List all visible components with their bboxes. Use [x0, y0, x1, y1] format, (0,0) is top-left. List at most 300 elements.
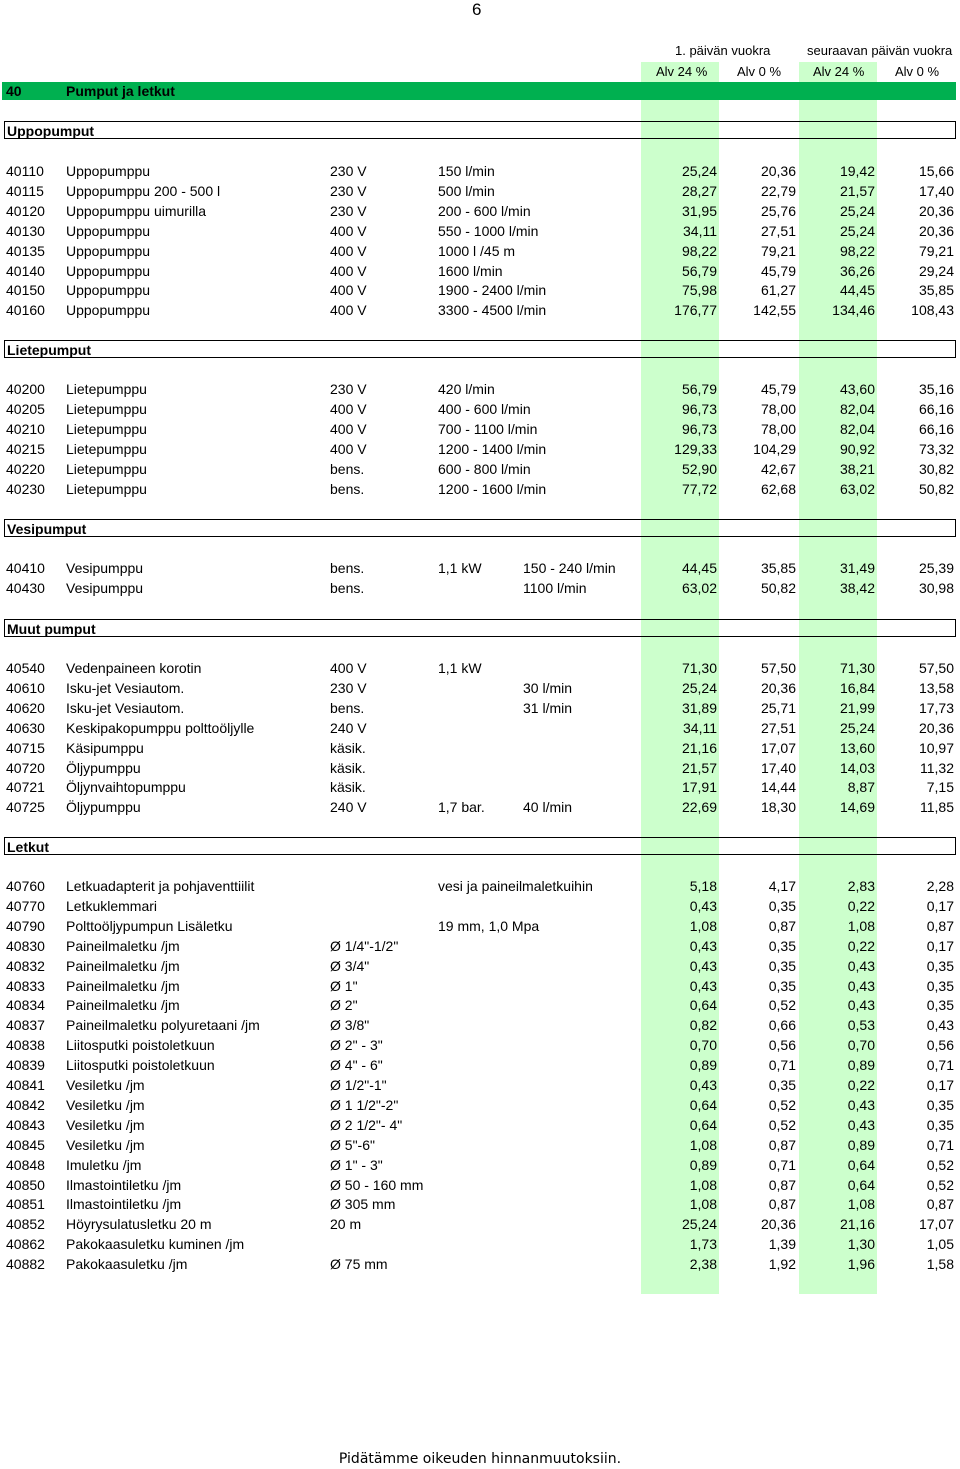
price-cell: 77,72 [681, 480, 717, 497]
price-cell: 30,98 [918, 579, 954, 596]
price-cell: 0,52 [768, 1116, 796, 1133]
price-cell: 0,82 [689, 1017, 717, 1034]
price-cell: 1,08 [689, 1196, 717, 1213]
price-cell: 5,18 [689, 878, 717, 894]
price-cell: 1,30 [847, 1236, 875, 1253]
price-cell: 0,35 [926, 997, 954, 1014]
item-power: 230 V [330, 679, 367, 696]
price-cell: 71,30 [681, 660, 717, 676]
item-code: 40215 [6, 440, 45, 457]
item-code: 40832 [6, 957, 45, 974]
price-cell: 0,43 [847, 957, 875, 974]
price-cell: 25,24 [681, 679, 717, 696]
table-row [0, 181, 960, 201]
price-cell: 56,79 [681, 262, 717, 279]
table-row [0, 1015, 960, 1035]
price-cell: 21,16 [839, 1216, 875, 1233]
item-code: 40120 [6, 202, 45, 219]
item-name: Lietepumppu [66, 440, 147, 457]
price-cell: 4,17 [768, 878, 796, 894]
item-power: 230 V [330, 163, 367, 179]
price-cell: 19,42 [839, 163, 875, 179]
item-name: Uppopumppu [66, 222, 151, 239]
item-capacity: 600 - 800 l/min [438, 460, 531, 477]
price-cell: 0,87 [768, 1176, 796, 1193]
item-power: bens. [330, 560, 365, 576]
table-row [0, 1234, 960, 1254]
item-power: Ø 2" [330, 997, 358, 1014]
item-code: 40620 [6, 699, 45, 716]
item-name: Vesipumppu [66, 560, 144, 576]
item-name: Ilmastointiletku /jm [66, 1176, 182, 1193]
price-cell: 0,87 [768, 1196, 796, 1213]
item-code: 40721 [6, 779, 45, 796]
price-cell: 129,33 [674, 440, 717, 457]
price-cell: 34,11 [683, 719, 717, 736]
item-power: 400 V [330, 660, 367, 676]
price-cell: 0,52 [768, 1096, 796, 1113]
table-row [0, 1254, 960, 1274]
item-name: Ilmastointiletku /jm [66, 1196, 182, 1213]
price-cell: 0,43 [689, 957, 717, 974]
item-name: Uppopumppu [66, 163, 151, 179]
price-cell: 176,77 [674, 302, 717, 319]
price-cell: 20,36 [918, 222, 954, 239]
item-power: Ø 1" - 3" [330, 1156, 383, 1173]
price-cell: 38,21 [839, 460, 875, 477]
price-cell: 1,96 [847, 1256, 875, 1273]
price-cell: 0,35 [768, 897, 796, 914]
price-cell: 98,22 [839, 242, 875, 259]
table-row [0, 261, 960, 281]
price-cell: 14,03 [839, 759, 875, 776]
item-capacity: 19 mm, 1,0 Mpa [438, 917, 540, 934]
item-code: 40843 [6, 1116, 45, 1133]
table-row [0, 1155, 960, 1175]
price-cell: 35,85 [918, 282, 954, 299]
price-cell: 0,71 [768, 1156, 796, 1173]
item-name: Vedenpaineen korotin [66, 660, 202, 676]
item-code: 40200 [6, 381, 45, 397]
table-row [0, 698, 960, 718]
item-power: 230 V [330, 202, 367, 219]
section-heading: Muut pumput [4, 619, 956, 637]
price-cell: 22,79 [760, 182, 796, 199]
item-name: Lietepumppu [66, 381, 147, 397]
price-cell: 82,04 [839, 400, 875, 417]
price-cell: 1,08 [689, 917, 717, 934]
price-cell: 0,71 [926, 1057, 954, 1074]
item-power: Ø 4" - 6" [330, 1057, 383, 1074]
table-row [0, 718, 960, 738]
price-cell: 79,21 [918, 242, 954, 259]
price-cell: 0,64 [689, 1096, 717, 1113]
price-cell: 1,92 [768, 1256, 796, 1273]
price-cell: 50,82 [918, 480, 954, 497]
item-code: 40720 [6, 759, 45, 776]
item-capacity: 420 l/min [438, 381, 495, 397]
item-code: 40630 [6, 719, 45, 736]
price-cell: 0,87 [926, 917, 954, 934]
item-name: Uppopumppu 200 - 500 l [66, 182, 221, 199]
price-cell: 20,36 [918, 719, 954, 736]
next-day-heading: seuraavan päivän vuokra [807, 43, 953, 58]
item-name: Pakokaasuletku /jm [66, 1256, 188, 1273]
item-name: Paineilmaletku /jm [66, 937, 180, 954]
price-cell: 0,35 [926, 1116, 954, 1133]
price-cell: 0,89 [847, 1057, 875, 1074]
price-cell: 0,43 [689, 1077, 717, 1093]
price-cell: 0,89 [689, 1156, 717, 1173]
category-title: Pumput ja letkut [66, 83, 175, 99]
table-row [0, 896, 960, 916]
table-row [0, 201, 960, 221]
price-cell: 0,43 [847, 1096, 875, 1113]
price-cell: 96,73 [681, 400, 717, 417]
item-name: Liitosputki poistoletkuun [66, 1057, 215, 1074]
table-row [0, 797, 960, 817]
item-power: 400 V [330, 262, 367, 279]
price-cell: 0,70 [847, 1037, 875, 1054]
price-cell: 27,51 [760, 222, 796, 239]
price-cell: 1,58 [926, 1256, 954, 1273]
item-power: käsik. [330, 739, 366, 756]
price-cell: 1,73 [689, 1236, 717, 1253]
item-power: käsik. [330, 779, 366, 796]
table-row [0, 956, 960, 976]
table-row [0, 1055, 960, 1075]
item-code: 40839 [6, 1057, 45, 1074]
item-power: bens. [330, 699, 365, 716]
price-cell: 0,35 [768, 1077, 796, 1093]
item-code: 40150 [6, 282, 45, 299]
table-row [0, 876, 960, 896]
item-capacity: 400 - 600 l/min [438, 400, 531, 417]
price-cell: 17,40 [760, 759, 796, 776]
price-cell: 38,42 [839, 579, 875, 596]
price-cell: 0,71 [926, 1136, 954, 1153]
item-power: Ø 305 mm [330, 1196, 396, 1213]
price-cell: 31,95 [681, 202, 717, 219]
table-row [0, 221, 960, 241]
price-cell: 1,08 [847, 917, 875, 934]
item-code: 40540 [6, 660, 45, 676]
item-name: Keskipakopumppu polttoöljylle [66, 719, 255, 736]
item-power: Ø 1" [330, 977, 358, 994]
footer-note: Pidätämme oikeuden hinnanmuutoksiin. [338, 1451, 622, 1467]
price-cell: 2,28 [926, 878, 954, 894]
item-name: Vesipumppu [66, 579, 144, 596]
price-cell: 10,97 [918, 739, 954, 756]
item-code: 40852 [6, 1216, 45, 1233]
price-cell: 142,55 [753, 302, 796, 319]
item-code: 40205 [6, 400, 45, 417]
table-row [0, 479, 960, 499]
price-cell: 36,26 [839, 262, 875, 279]
price-cell: 25,24 [839, 222, 875, 239]
price-cell: 31,89 [681, 699, 717, 716]
item-code: 40841 [6, 1077, 45, 1093]
item-capacity: 1,1 kW [438, 660, 482, 676]
price-cell: 13,60 [839, 739, 875, 756]
price-cell: 62,68 [760, 480, 796, 497]
price-cell: 0,35 [926, 1096, 954, 1113]
price-cell: 22,69 [681, 799, 717, 816]
item-capacity: 550 - 1000 l/min [438, 222, 539, 239]
item-capacity: 150 l/min [438, 163, 495, 179]
item-code: 40430 [6, 579, 45, 596]
item-name: Uppopumppu [66, 282, 151, 299]
price-cell: 0,22 [847, 937, 875, 954]
item-code: 40837 [6, 1017, 45, 1034]
item-power: bens. [330, 480, 365, 497]
table-row [0, 1075, 960, 1095]
table-row [0, 738, 960, 758]
item-name: Öljynvaihtopumppu [66, 779, 186, 796]
price-cell: 0,43 [689, 937, 717, 954]
item-power: 400 V [330, 400, 367, 417]
price-cell: 0,56 [768, 1037, 796, 1054]
price-cell: 34,11 [683, 222, 717, 239]
item-code: 40845 [6, 1136, 45, 1153]
first-day-heading: 1. päivän vuokra [675, 43, 771, 58]
table-row [0, 558, 960, 578]
item-power: 230 V [330, 381, 367, 397]
item-power: 400 V [330, 242, 367, 259]
item-name: Lietepumppu [66, 420, 147, 437]
price-cell: 21,57 [839, 182, 875, 199]
item-capacity: 200 - 600 l/min [438, 202, 531, 219]
price-cell: 61,27 [760, 282, 796, 299]
item-name: Liitosputki poistoletkuun [66, 1037, 215, 1054]
price-cell: 0,43 [847, 977, 875, 994]
price-cell: 15,66 [918, 163, 954, 179]
price-cell: 11,32 [920, 759, 954, 776]
price-cell: 78,00 [760, 400, 796, 417]
section-heading: Uppopumput [4, 121, 956, 139]
item-power: Ø 50 - 160 mm [330, 1176, 424, 1193]
price-cell: 17,73 [918, 699, 954, 716]
price-cell: 0,35 [768, 937, 796, 954]
item-code: 40210 [6, 420, 45, 437]
item-power: käsik. [330, 759, 366, 776]
item-code: 40838 [6, 1037, 45, 1054]
table-row [0, 1115, 960, 1135]
item-power: 400 V [330, 222, 367, 239]
item-name: Lietepumppu [66, 480, 147, 497]
table-row [0, 777, 960, 797]
item-power: bens. [330, 460, 365, 477]
item-code: 40850 [6, 1176, 45, 1193]
item-name: Uppopumppu [66, 242, 151, 259]
price-cell: 2,38 [689, 1256, 717, 1273]
item-power: 20 m [330, 1216, 362, 1233]
item-power: Ø 1/2"-1" [330, 1077, 387, 1093]
item-name: Uppopumppu uimurilla [66, 202, 207, 219]
item-power: Ø 1/4"-1/2" [330, 937, 399, 954]
item-power: Ø 5"-6" [330, 1136, 375, 1153]
price-cell: 20,36 [760, 1216, 796, 1233]
item-code: 40882 [6, 1256, 45, 1273]
vat-col-heading: Alv 24 % [813, 64, 865, 79]
item-power: 400 V [330, 440, 367, 457]
item-code: 40135 [6, 242, 45, 259]
price-cell: 45,79 [760, 381, 796, 397]
item-name: Vesiletku /jm [66, 1096, 145, 1113]
table-row [0, 1175, 960, 1195]
price-cell: 0,35 [926, 977, 954, 994]
item-capacity-2: 150 - 240 l/min [523, 560, 616, 576]
item-name: Vesiletku /jm [66, 1077, 145, 1093]
price-cell: 52,90 [681, 460, 717, 477]
price-cell: 17,91 [681, 779, 717, 796]
item-code: 40830 [6, 937, 45, 954]
price-cell: 31,49 [839, 560, 875, 576]
price-cell: 16,84 [839, 679, 875, 696]
table-row [0, 300, 960, 320]
price-cell: 0,35 [926, 957, 954, 974]
price-cell: 8,87 [847, 779, 875, 796]
item-name: Isku-jet Vesiautom. [66, 679, 185, 696]
item-capacity: 1,7 bar. [438, 799, 485, 816]
item-capacity: 1200 - 1400 l/min [438, 440, 547, 457]
item-name: Öljypumppu [66, 799, 141, 816]
price-cell: 0,53 [847, 1017, 875, 1034]
price-cell: 0,22 [847, 897, 875, 914]
table-row [0, 1095, 960, 1115]
price-cell: 14,44 [760, 779, 796, 796]
price-cell: 0,22 [847, 1077, 875, 1093]
item-code: 40130 [6, 222, 45, 239]
category-code: 40 [6, 83, 22, 99]
price-cell: 1,08 [847, 1196, 875, 1213]
item-name: Uppopumppu [66, 262, 151, 279]
price-cell: 0,52 [926, 1156, 954, 1173]
table-row [0, 161, 960, 181]
table-row [0, 459, 960, 479]
table-row [0, 678, 960, 698]
item-power: 400 V [330, 302, 367, 319]
table-row [0, 379, 960, 399]
price-cell: 44,45 [681, 560, 717, 576]
vat-col-heading: Alv 0 % [737, 64, 782, 79]
item-name: Höyrysulatusletku 20 m [66, 1216, 212, 1233]
price-cell: 21,16 [681, 739, 717, 756]
price-cell: 63,02 [681, 579, 717, 596]
price-cell: 108,43 [911, 302, 954, 319]
item-power: bens. [330, 579, 365, 596]
price-cell: 1,08 [689, 1136, 717, 1153]
price-cell: 25,71 [760, 699, 796, 716]
price-cell: 0,71 [768, 1057, 796, 1074]
page-number: 6 [472, 0, 482, 19]
item-code: 40160 [6, 302, 45, 319]
table-row [0, 399, 960, 419]
price-cell: 2,83 [847, 878, 875, 894]
item-name: Polttoöljypumpun Lisäletku [66, 917, 233, 934]
price-cell: 35,85 [760, 560, 796, 576]
item-code: 40848 [6, 1156, 45, 1173]
section-heading: Vesipumput [4, 519, 956, 537]
price-cell: 0,17 [926, 897, 954, 914]
item-power: Ø 3/8" [330, 1017, 370, 1034]
price-cell: 17,07 [760, 739, 796, 756]
item-capacity: 3300 - 4500 l/min [438, 302, 547, 319]
price-cell: 0,43 [847, 1116, 875, 1133]
table-row [0, 936, 960, 956]
item-code: 40862 [6, 1236, 45, 1253]
item-name: Käsipumppu [66, 739, 144, 756]
price-cell: 0,52 [768, 997, 796, 1014]
price-cell: 0,89 [847, 1136, 875, 1153]
price-cell: 45,79 [760, 262, 796, 279]
item-capacity: 1600 l/min [438, 262, 503, 279]
item-power: Ø 2" - 3" [330, 1037, 383, 1054]
price-cell: 104,29 [753, 440, 796, 457]
price-cell: 35,16 [918, 381, 954, 397]
table-row [0, 419, 960, 439]
item-name: Öljypumppu [66, 759, 141, 776]
price-cell: 0,35 [768, 957, 796, 974]
price-cell: 98,22 [681, 242, 717, 259]
item-capacity-2: 1100 l/min [523, 579, 587, 596]
price-cell: 0,87 [768, 1136, 796, 1153]
item-power: 240 V [330, 799, 367, 816]
price-cell: 11,85 [920, 799, 954, 816]
price-cell: 17,40 [918, 182, 954, 199]
price-cell: 0,64 [689, 997, 717, 1014]
item-capacity-2: 31 l/min [523, 699, 573, 716]
price-cell: 134,46 [832, 302, 875, 319]
item-code: 40115 [6, 182, 44, 199]
item-code: 40725 [6, 799, 45, 816]
price-cell: 0,43 [847, 997, 875, 1014]
item-power: 400 V [330, 282, 367, 299]
price-cell: 13,58 [918, 679, 954, 696]
item-code: 40834 [6, 997, 45, 1014]
item-name: Paineilmaletku /jm [66, 957, 180, 974]
price-cell: 20,36 [918, 202, 954, 219]
price-cell: 66,16 [918, 420, 954, 437]
item-code: 40110 [6, 163, 44, 179]
item-code: 40410 [6, 560, 45, 576]
item-name: Letkuadapterit ja pohjaventtiilit [66, 878, 255, 894]
table-row [0, 916, 960, 936]
price-cell: 21,99 [839, 699, 875, 716]
price-cell: 20,36 [760, 679, 796, 696]
item-name: Paineilmaletku polyuretaani /jm [66, 1017, 260, 1034]
item-capacity-2: 30 l/min [523, 679, 573, 696]
price-cell: 75,98 [681, 282, 717, 299]
table-row [0, 1035, 960, 1055]
price-cell: 66,16 [918, 400, 954, 417]
price-cell: 71,30 [839, 660, 875, 676]
price-cell: 21,57 [681, 759, 717, 776]
item-power: Ø 1 1/2"-2" [330, 1096, 399, 1113]
price-cell: 20,36 [760, 163, 796, 179]
section-heading: Lietepumput [4, 340, 956, 358]
price-cell: 42,67 [760, 460, 796, 477]
price-cell: 50,82 [760, 579, 796, 596]
item-name: Isku-jet Vesiautom. [66, 699, 185, 716]
price-cell: 90,92 [839, 440, 875, 457]
price-cell: 57,50 [760, 660, 796, 676]
price-cell: 30,82 [918, 460, 954, 477]
price-cell: 0,43 [689, 977, 717, 994]
price-cell: 0,17 [926, 937, 954, 954]
price-cell: 44,45 [839, 282, 875, 299]
price-cell: 0,64 [689, 1116, 717, 1133]
